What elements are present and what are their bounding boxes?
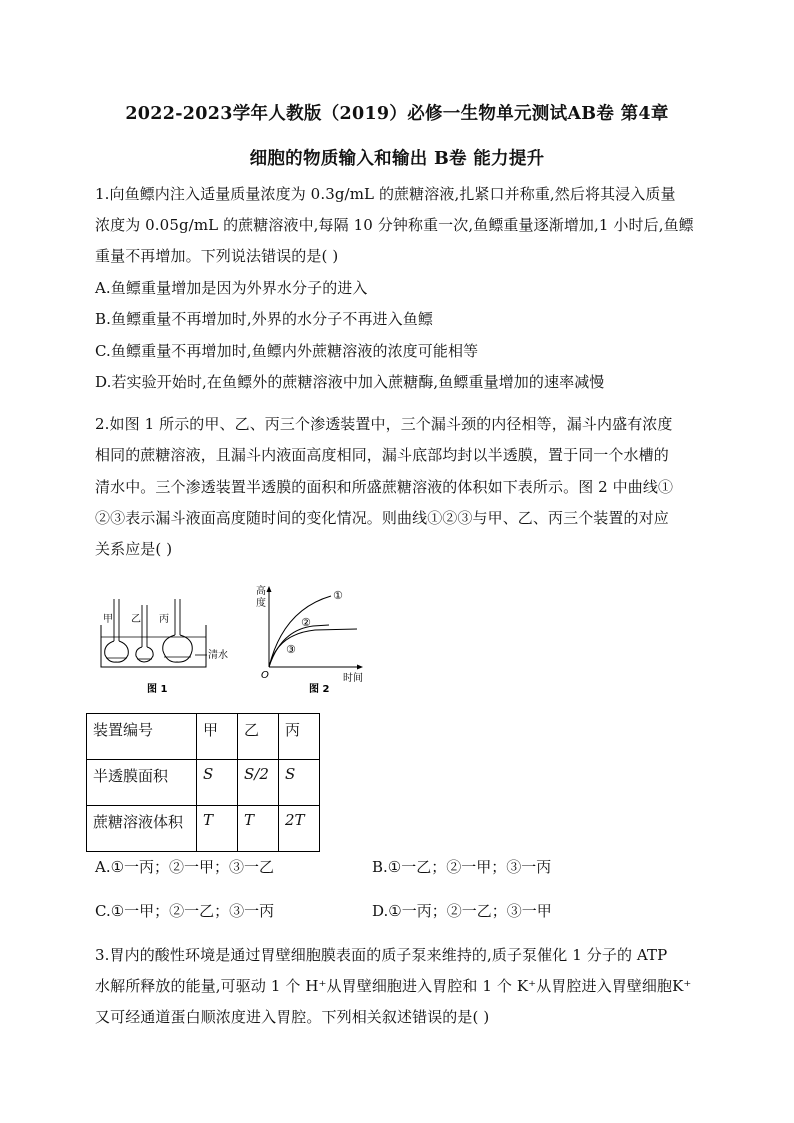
question-text-line: 清水中。三个渗透装置半透膜的面积和所盛蔗糖溶液的体积如下表所示。图 2 中曲线① — [95, 478, 674, 496]
question-text-line: 又可经通道蛋白顺浓度进入胃腔。下列相关叙述错误的是( ) — [95, 1008, 490, 1026]
figure-1-osmosis-apparatus — [95, 595, 245, 705]
figure-1-caption: 图 1 — [147, 684, 168, 695]
table-cell: S — [279, 760, 320, 806]
table-row — [87, 760, 320, 806]
table-cell: S/2 — [238, 760, 279, 806]
table-cell: 甲 — [197, 714, 238, 760]
option-c: C.①一甲；②一乙；③一丙 — [95, 902, 275, 920]
question-text-line: 浓度为 0.05g/mL 的蔗糖溶液中,每隔 10 分钟称重一次,鱼鳔重量逐渐增加,1 小时后,鱼鳔 — [95, 216, 694, 234]
question-text-line: ②③表示漏斗液面高度随时间的变化情况。则曲线①②③与甲、乙、丙三个装置的对应 — [95, 509, 669, 527]
question-text-line: 3.胃内的酸性环境是通过胃壁细胞膜表面的质子泵来维持的,质子泵催化 1 分子的 ATP — [95, 946, 668, 964]
option-b: B.鱼鳔重量不再增加时,外界的水分子不再进入鱼鳔 — [95, 310, 433, 328]
funnel-label-yi: 乙 — [131, 614, 141, 625]
question-text-line: 重量不再增加。下列说法错误的是( ) — [95, 247, 339, 265]
option-d: D.①一丙；②一乙；③一甲 — [372, 902, 552, 920]
option-d: D.若实验开始时,在鱼鳔外的蔗糖溶液中加入蔗糖酶,鱼鳔重量增加的速率减慢 — [95, 373, 605, 391]
question-text-line: 相同的蔗糖溶液，且漏斗内液面高度相同，漏斗底部均封以半透膜，置于同一个水槽的 — [95, 446, 669, 464]
curve-label-2: ② — [301, 616, 311, 629]
x-axis-label: 时间 — [343, 673, 363, 684]
question-text-line: 1.向鱼鳔内注入适量质量浓度为 0.3g/mL 的蔗糖溶液,扎紧口并称重,然后将其浸入质量 — [95, 185, 676, 203]
y-axis-label-bottom: 度 — [256, 598, 266, 609]
y-axis-label-top: 高 — [256, 586, 266, 597]
table-row — [87, 806, 320, 852]
table-cell: 丙 — [279, 714, 320, 760]
page-title-line2: 细胞的物质输入和输出 B卷 能力提升 — [249, 149, 545, 169]
curve-label-1: ① — [333, 589, 343, 602]
page-title-line1: 2022-2023学年人教版（2019）必修一生物单元测试AB卷 第4章 — [125, 104, 669, 124]
question-text-line: 水解所释放的能量,可驱动 1 个 H⁺从胃壁细胞进入胃腔和 1 个 K⁺从胃腔进入胃壁细胞K⁺ — [95, 977, 692, 995]
table-row — [87, 714, 320, 760]
water-label: 清水 — [208, 650, 228, 661]
figure-2-height-time-graph — [253, 582, 368, 700]
figure-2-caption: 图 2 — [309, 684, 330, 695]
origin-label: O — [261, 670, 269, 681]
option-a: A.鱼鳔重量增加是因为外界水分子的进入 — [95, 279, 368, 297]
table-cell: 蔗糖溶液体积 — [87, 806, 197, 852]
table-cell: 乙 — [238, 714, 279, 760]
table-cell: 2T — [279, 806, 320, 852]
option-c: C.鱼鳔重量不再增加时,鱼鳔内外蔗糖溶液的浓度可能相等 — [95, 342, 479, 360]
funnel-label-bing: 丙 — [159, 614, 169, 625]
table-cell: S — [197, 760, 238, 806]
curve-label-3: ③ — [286, 643, 296, 656]
table-cell: 装置编号 — [87, 714, 197, 760]
funnel-label-jia: 甲 — [103, 614, 113, 625]
option-b: B.①一乙；②一甲；③一丙 — [372, 858, 552, 876]
question-text-line: 2.如图 1 所示的甲、乙、丙三个渗透装置中，三个漏斗颈的内径相等，漏斗内盛有浓度 — [95, 415, 673, 433]
table-cell: T — [197, 806, 238, 852]
device-table — [86, 713, 320, 852]
table-cell: T — [238, 806, 279, 852]
question-text-line: 关系应是( ) — [95, 540, 173, 558]
table-cell: 半透膜面积 — [87, 760, 197, 806]
option-a: A.①一丙；②一甲；③一乙 — [95, 858, 275, 876]
